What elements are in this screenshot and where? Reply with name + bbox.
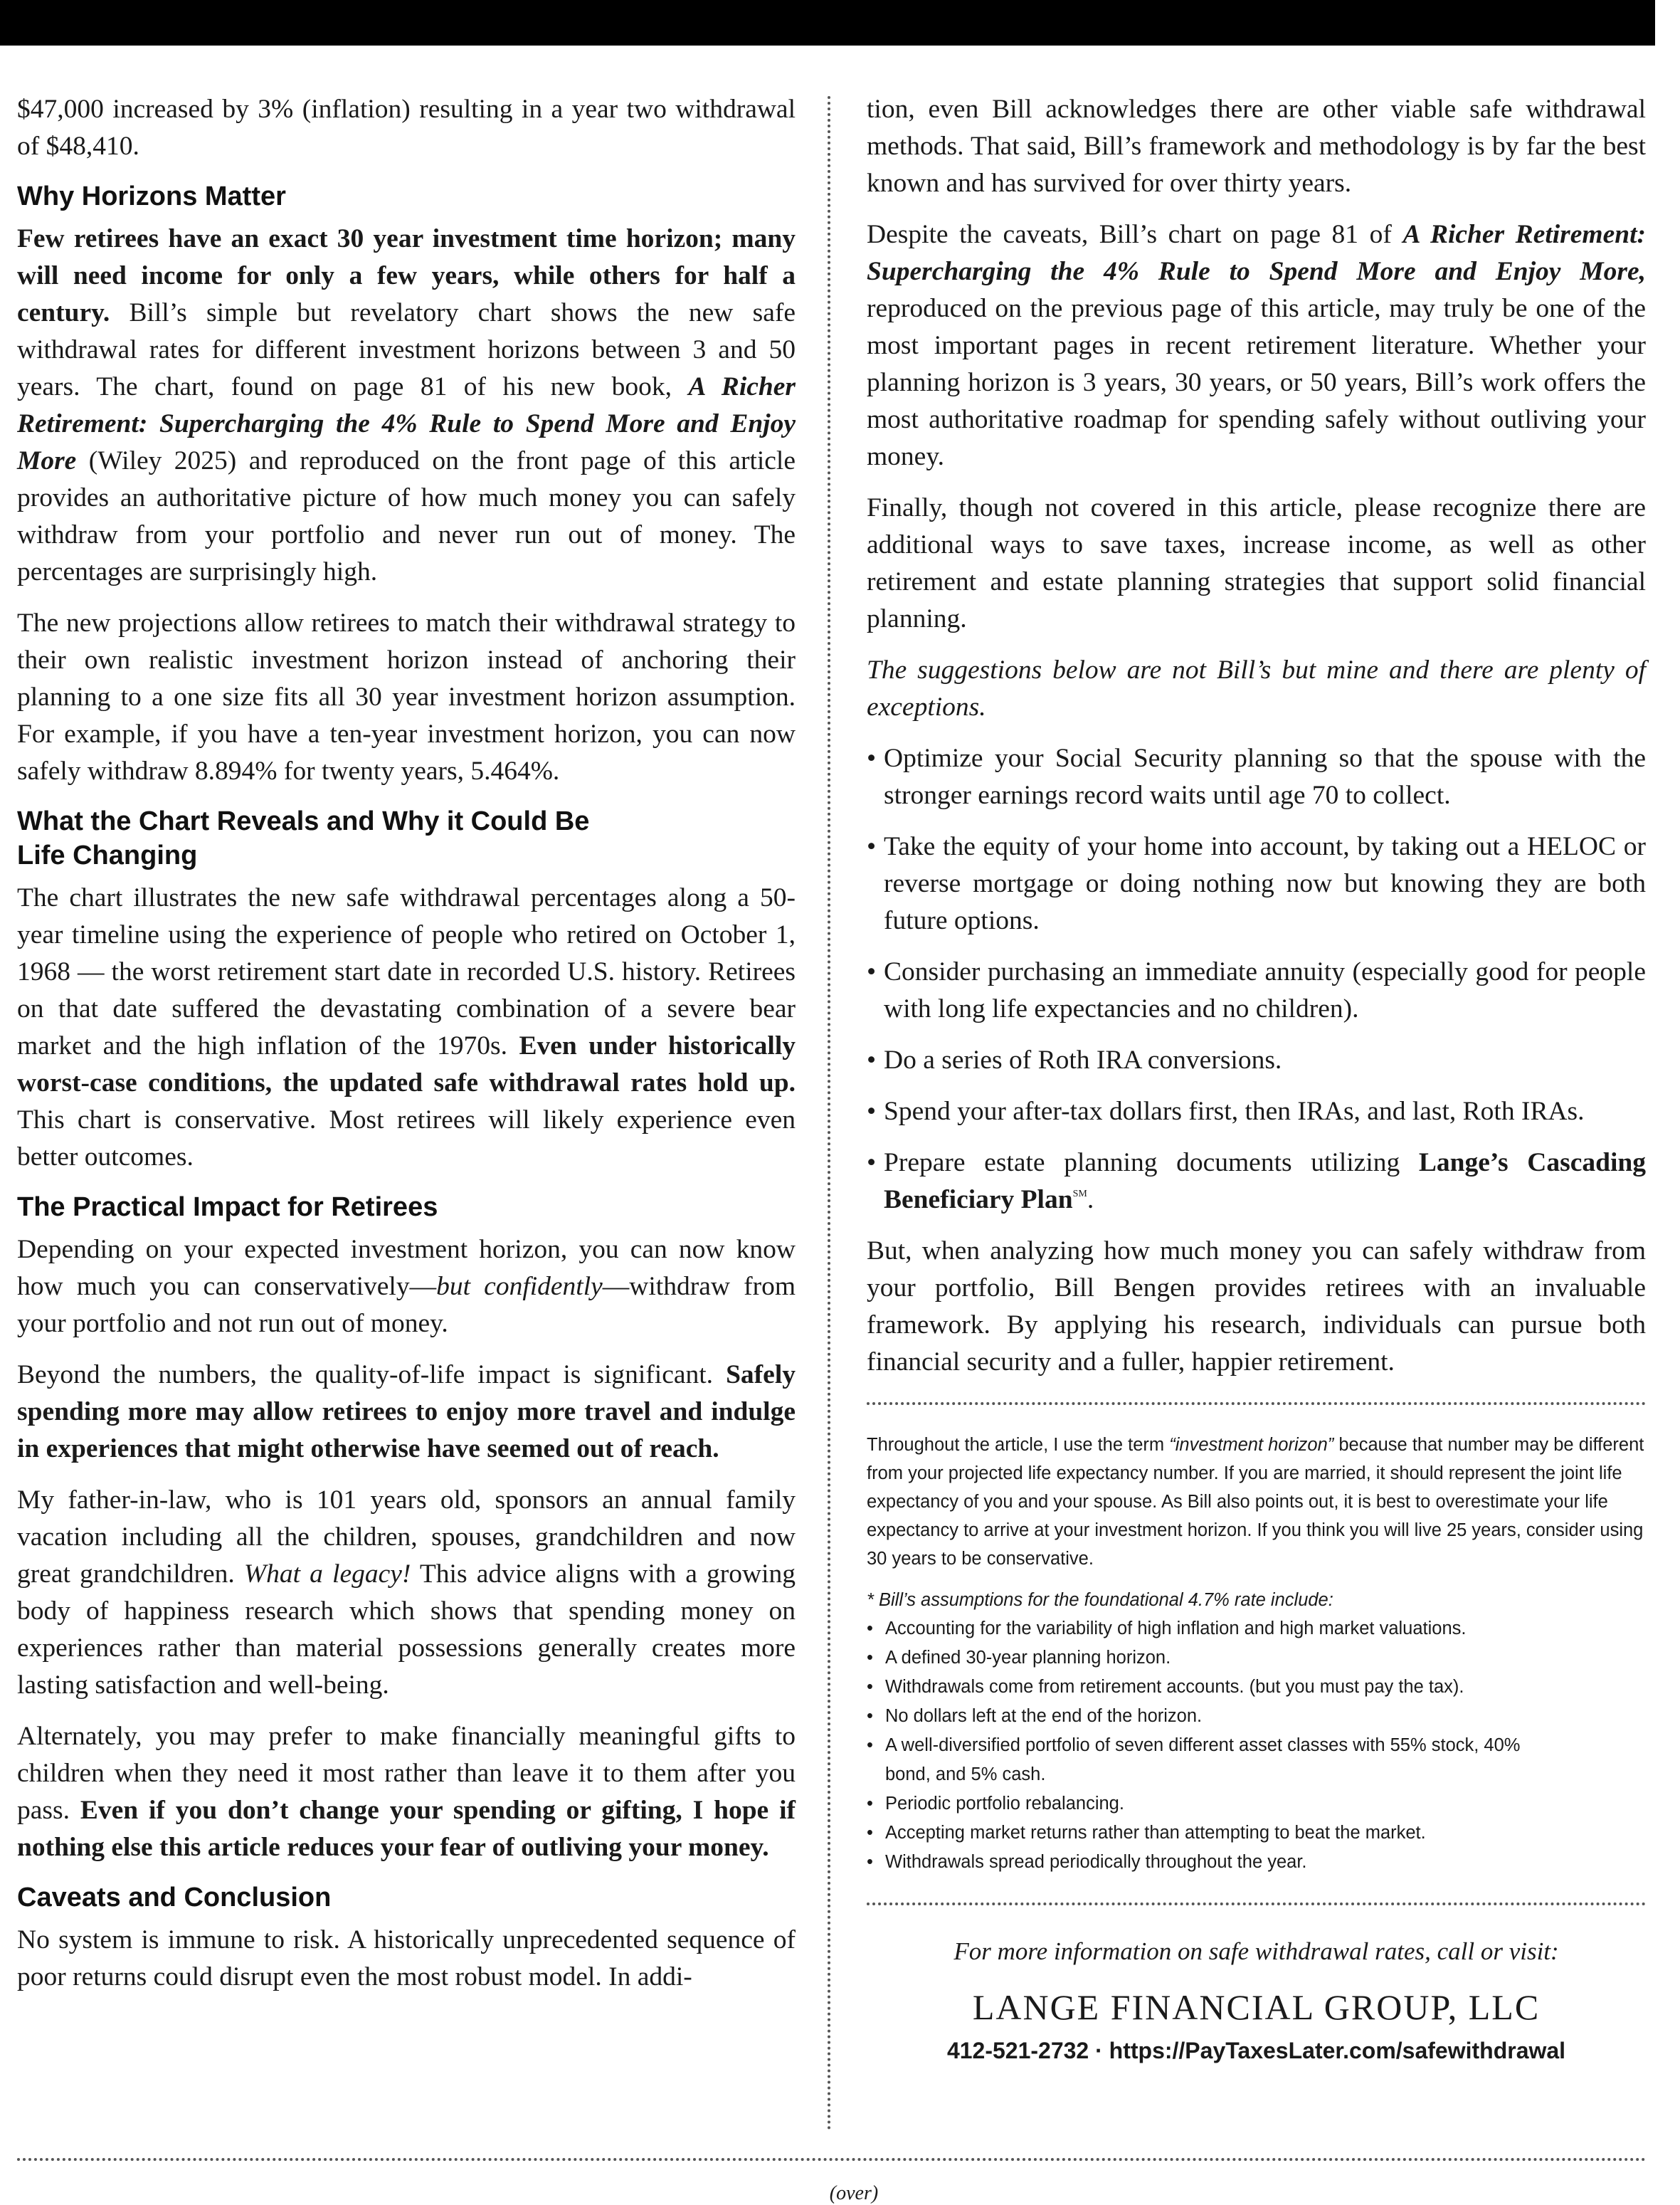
heading-caveats: Caveats and Conclusion [17, 1883, 332, 1912]
list-item: • Spend your after-tax dollars first, then IRAs, and last, Roth IRAs. [867, 1097, 1585, 1126]
beyond-text-1: Beyond the numbers, the quality-of-life impact is significant. [17, 1360, 727, 1389]
page-turn-note: (over) [829, 2182, 879, 2204]
horizons-emphasis: Few retirees have an exact 30 year investment time horizon; many will need income for only a few years, while others for half a century. [17, 224, 796, 327]
list-item: • Accounting for the variability of high inflation and high market valuations. [867, 1619, 1467, 1638]
list-item-text: Do a series of Roth IRA conversions. [884, 1046, 1282, 1075]
estate-emphasis: Lange’s Cascading Beneficiary Plan [884, 1148, 1646, 1214]
beyond-emphasis: Safely spending more may allow retirees to enjoy more travel and indulge in experiences that might otherwise have seemed out of reach. [17, 1360, 796, 1463]
left-column [17, 91, 796, 2010]
list-item-text: Withdrawals spread periodically throughout the year. [885, 1852, 1307, 1872]
investment-horizon-note [867, 1431, 1646, 1573]
list-item-text: Withdrawals come from retirement accounts. (but you must pay the tax). [885, 1677, 1464, 1697]
list-item-text: No dollars left at the end of the horizon. [885, 1706, 1203, 1726]
reveals-text-1: The chart illustrates the new safe withdrawal percentages along a 50-year timeline using the experience of people who retired on October 1, 1968 — the worst retirement start date in recorded U.S. history. Retirees on that date suffered the devastating combination of a severe bear market and the high inflation of the 1970s. [17, 883, 796, 1061]
list-item: • Periodic portfolio rebalancing. [867, 1794, 1124, 1814]
list-item: • A well-diversified portfolio of seven different asset classes with 55% stock, 40% bond, and 5% cash. [867, 1735, 1521, 1784]
list-item-text: A defined 30-year planning horizon. [885, 1648, 1171, 1668]
reveals-emphasis: Even under historically worst-case conditions, the updated safe withdrawal rates hold up. [17, 1031, 796, 1098]
list-item: • Do a series of Roth IRA conversions. [867, 1046, 1282, 1075]
contact-tagline: For more information on safe withdrawal rates, call or visit: [953, 1937, 1559, 1965]
list-item-text: Accounting for the variability of high inflation and high market valuations. [885, 1619, 1467, 1638]
impact-italic: but confidently [436, 1272, 603, 1301]
note-italic: “investment horizon” [1169, 1435, 1334, 1455]
heading-chart-reveals [17, 804, 796, 873]
father-text-1: My father-in-law, who is 101 years old, sponsors an annual family vacation including all the children, spouses, grandchildren and now great grandchildren. [17, 1485, 796, 1589]
assumptions-list [867, 1614, 1646, 1877]
paragraph-continued-right: tion, even Bill acknowledges there are other viable safe withdrawal methods. That said, Bill’s framework and methodology is by far the best known and has survived for over thirty years. [867, 95, 1646, 198]
horizons-text-2: (Wiley 2025) and reproduced on the front page of this article provides an authoritative picture of how much money you can safely withdraw from your portfolio and never run out of money. The percentages are surprisingly high. [17, 446, 796, 586]
list-item: • Optimize your Social Security planning so that the spouse with the stronger earnings record waits until age 70 to collect. [867, 744, 1646, 810]
book-title-right: A Richer Retirement: Supercharging the 4% Rule to Spend More and Enjoy More, [867, 220, 1646, 286]
list-item-text: A well-diversified portfolio of seven different asset classes with 55% stock, 40% bond, and 5% cash. [885, 1735, 1521, 1784]
list-item: • Withdrawals come from retirement accounts. (but you must pay the tax). [867, 1677, 1464, 1697]
bottom-divider [17, 2158, 1647, 2161]
list-item: • A defined 30-year planning horizon. [867, 1648, 1171, 1668]
company-name: LANGE FINANCIAL GROUP, LLC [972, 1987, 1541, 2027]
estate-text-2: . [1087, 1185, 1094, 1214]
book-title: A Richer Retirement: Supercharging the 4% Rule to Spend More and Enjoy More [17, 372, 796, 475]
reveals-text-2: This chart is conservative. Most retirees will likely experience even better outcomes. [17, 1105, 796, 1172]
paragraph-despite [867, 216, 1646, 475]
paragraph-horizons [17, 221, 796, 591]
divider [867, 1402, 1646, 1405]
right-column [867, 91, 1646, 2068]
estate-text-1: Prepare estate planning documents utilizing [884, 1148, 1419, 1177]
list-item-text: Periodic portfolio rebalancing. [885, 1794, 1124, 1814]
list-item-text: Consider purchasing an immediate annuity (especially good for people with long life expectancies and no children). [884, 957, 1646, 1023]
column-divider [828, 96, 830, 2132]
despite-text-1: Despite the caveats, Bill’s chart on page 81 of [867, 220, 1403, 249]
paragraph-suggestions: The suggestions below are not Bill’s but mine and there are plenty of exceptions. [867, 656, 1646, 722]
alternately-text-1: Alternately, you may prefer to make financially meaningful gifts to children when they need it most rather than leave it to them after you pass. [17, 1722, 796, 1825]
alternately-emphasis: Even if you don’t change your spending or gifting, I hope if nothing else this article reduces your fear of outliving your money. [17, 1796, 796, 1862]
suggestions-list [867, 740, 1646, 1219]
heading-practical-impact: The Practical Impact for Retirees [17, 1192, 438, 1222]
father-italic: What a legacy! [243, 1559, 411, 1589]
assumptions-title: * Bill’s assumptions for the foundational 4.7% rate include: [867, 1590, 1333, 1610]
despite-text-2: reproduced on the previous page of this article, may truly be one of the most important pages in recent retirement literature. Whether your planning horizon is 3 years, 30 years, or 50 years, Bill’s work offers the most authoritative roadmap for spending safely without outliving your money. [867, 294, 1646, 471]
note-text-2: because that number may be different from your projected life expectancy number. If you are married, it should represent the joint life expectancy of you and your spouse. As Bill also points out, it is best to overestimate your life expectancy to arrive at your investment horizon. If you think you will live 25 years, consider using 30 years to be conservative. [867, 1435, 1644, 1569]
heading-chart-reveals-line-2: Life Changing [17, 841, 198, 870]
paragraph-continued: $47,000 increased by 3% (inflation) resulting in a year two withdrawal of $48,410. [17, 95, 796, 161]
paragraph-alternately [17, 1718, 796, 1866]
list-item-text: Accepting market returns rather than attempting to beat the market. [885, 1823, 1426, 1843]
contact-block [867, 1934, 1646, 2068]
heading-why-horizons-matter: Why Horizons Matter [17, 181, 286, 211]
note-text-1: Throughout the article, I use the term [867, 1435, 1170, 1455]
paragraph-caveats: No system is immune to risk. A historically unprecedented sequence of poor returns could disrupt even the most robust model. In addi- [17, 1925, 796, 1991]
divider [867, 1903, 1646, 1905]
service-mark: SM [1072, 1189, 1087, 1199]
impact-text-2: —withdraw from your portfolio and not run out of money. [17, 1272, 796, 1338]
list-item: • Take the equity of your home into account, by taking out a HELOC or reverse mortgage or doing nothing now but knowing they are both future options. [867, 832, 1646, 935]
list-item: • Withdrawals spread periodically throughout the year. [867, 1852, 1307, 1872]
list-item: • Accepting market returns rather than attempting to beat the market. [867, 1823, 1426, 1843]
paragraph-reveals [17, 880, 796, 1176]
list-item-text: Optimize your Social Security planning so that the spouse with the stronger earnings record waits until age 70 to collect. [884, 744, 1646, 810]
paragraph-impact [17, 1231, 796, 1342]
list-item: • No dollars left at the end of the horizon. [867, 1706, 1203, 1726]
list-item-estate: • Prepare estate planning documents utilizing Lange’s Cascading Beneficiary Plan℠. [867, 1148, 1646, 1214]
father-text-2: This advice aligns with a growing body of happiness research which shows that spending money on experiences rather than material possessions generally creates more lasting satisfaction and well-being. [17, 1559, 796, 1700]
paragraph-projections: The new projections allow retirees to match their withdrawal strategy to their own realistic investment horizon instead of anchoring their planning to a one size fits all 30 year investment horizon assumption. For example, if you have a ten-year investment horizon, you can now safely withdraw 8.894% for twenty years, 5.464%. [17, 609, 796, 786]
heading-chart-reveals-line-1: What the Chart Reveals and Why it Could Be [17, 806, 590, 836]
paragraph-finally: Finally, though not covered in this article, please recognize there are additional ways to save taxes, increase income, as well as other retirement and estate planning strategies that support solid financial planning. [867, 493, 1646, 633]
horizons-text-1: Bill’s simple but revelatory chart shows the new safe withdrawal rates for different investment horizons between 3 and 50 years. The chart, found on page 81 of his new book, [17, 298, 796, 401]
list-item: • Consider purchasing an immediate annuity (especially good for people with long life expectancies and no children). [867, 957, 1646, 1023]
contact-phone-url[interactable]: 412-521-2732 · https://PayTaxesLater.com/safewithdrawal [946, 2038, 1566, 2063]
list-item-text: Spend your after-tax dollars first, then IRAs, and last, Roth IRAs. [884, 1097, 1585, 1126]
paragraph-beyond [17, 1357, 796, 1468]
impact-text-1: Depending on your expected investment horizon, you can now know how much you can conservatively— [17, 1235, 796, 1301]
list-item-text: Take the equity of your home into account, by taking out a HELOC or reverse mortgage or doing nothing now but knowing they are both future options. [884, 832, 1646, 935]
paragraph-father-in-law [17, 1482, 796, 1704]
paragraph-but: But, when analyzing how much money you can safely withdraw from your portfolio, Bill Bengen provides retirees with an invaluable framework. By applying his research, individuals can pursue both financial security and a fuller, happier retirement. [867, 1236, 1646, 1377]
top-bar [0, 0, 1655, 46]
